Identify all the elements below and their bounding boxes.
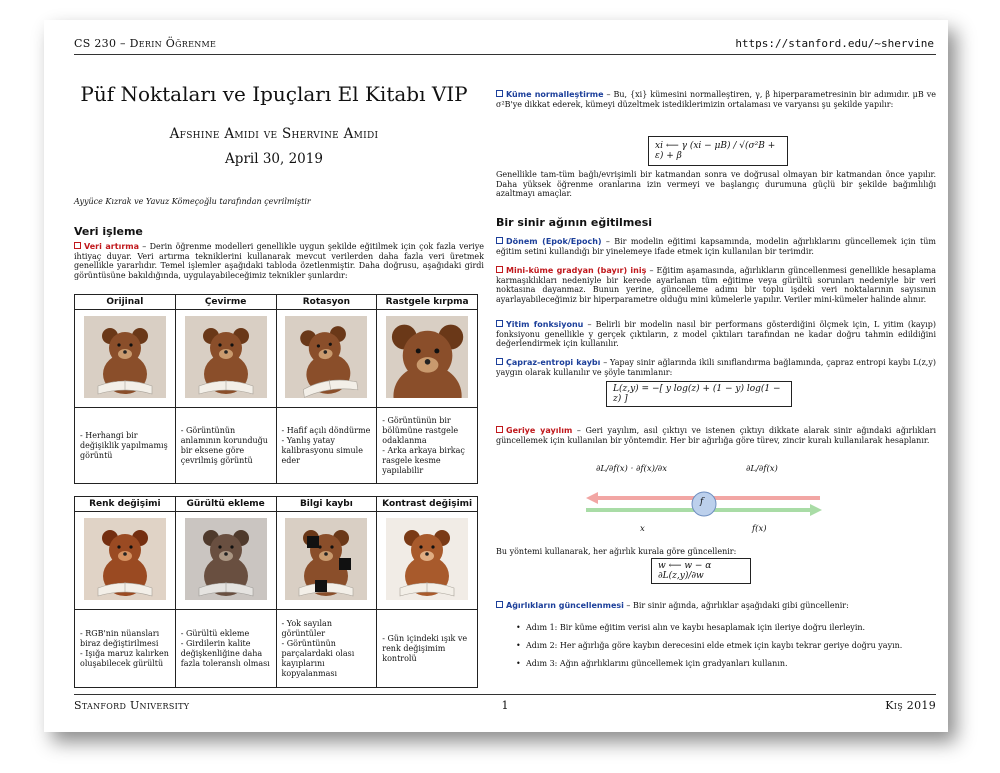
- veri-artirma-term: Veri artırma: [74, 242, 139, 251]
- forward-arrow-head: [810, 504, 822, 516]
- weight-update-paragraph: Ağırlıkların güncellenmesi – Bir sinir ağında, ağırlıklar aşağıdaki gibi güncellenir:: [496, 601, 936, 611]
- step-2: • Adım 2: Her ağırlığa göre kaybın derecesini elde etmek için kaybı tekrar geriye doğru yayın.: [516, 641, 936, 651]
- header-url[interactable]: https://stanford.edu/~shervine: [735, 37, 934, 50]
- desc-rastgele-kirpma: - Görüntünün bir bölümüne rastgele odaklanma - Arka arkaya birkaç rasgele kesme yapılabilir: [377, 408, 478, 484]
- cross-entropy-formula: L(z,y) = −[ y log(z) + (1 − y) log(1 − z) ]: [606, 381, 792, 407]
- backprop-paragraph: Geriye yayılım – Geri yayılım, asıl çıktıyı ve istenen çıktıyı dikkate alarak sinir ağındaki ağırlıkları güncellemek için kullanılan bir yöntemdir. Her bir ağırlığa göre türev, zincir kuralı kullanılarak hesaplanır.: [496, 426, 937, 445]
- bear-image-flipped: [185, 316, 267, 398]
- date: April 30, 2019: [225, 151, 323, 167]
- col-rastgele-kirpma: Rastgele kırpma: [377, 295, 478, 310]
- cross-entropy-term: Çapraz-entropi kaybı: [496, 358, 600, 367]
- footer-term: Kış 2019: [885, 699, 936, 712]
- step-3: • Adım 3: Ağın ağırlıklarını güncellemek için gradyanları kullanın.: [516, 659, 936, 669]
- veri-artirma-paragraph: Veri artırma – Derin öğrenme modelleri genellikle uygun şekilde eğitilmek için çok fazla veriye ihtiyaç duyar. Veri artırma tekniklerini kullanarak mevcut verilerden daha fazla veri üretmek genellikle yararlıdır. Temel işlemler aşağıdaki tabloda özetlenmiştir. Daha doğrusu, aşağıdaki girdi görüntüsüne bakıldığında, uygulayabileceğimiz teknikler şunlardır:: [74, 242, 484, 280]
- kume-normallestirme-term: Küme normalleştirme: [496, 90, 604, 99]
- square-bullet-icon: [496, 266, 503, 273]
- page-number: 1: [501, 699, 509, 712]
- document-page: [44, 20, 948, 732]
- batch-norm-note: Genellikle tam-tüm bağlı/evrişimli bir katmandan sonra ve doğrusal olmayan bir katmandan önce yapılır. Daha yüksek öğrenme oranlarına izin vermeyi ve başlangıç durumuna güçlü bir şekilde bağımlılığı azaltmayı amaçlar.: [496, 170, 936, 199]
- cross-entropy-paragraph: Çapraz-entropi kaybı – Yapay sinir ağlarında ikili sınıflandırma bağlamında, çapraz entropi kaybı L(z,y) yaygın olarak kullanılır ve şöyle tanımlanır:: [496, 358, 936, 377]
- desc-kontrast-degisimi: - Gün içindeki ışık ve renk değişimim kontrolü: [377, 610, 478, 688]
- document-title: Püf Noktaları ve Ipuçları El Kitabı VIP: [80, 82, 468, 106]
- bear-image-noise: [185, 518, 267, 600]
- output-label-fx: f(x): [752, 524, 767, 534]
- backprop-term: Geriye yayılım: [496, 426, 572, 435]
- page-footer: [74, 699, 936, 712]
- function-node-label: f: [700, 497, 704, 507]
- augmentation-table-2: [74, 496, 478, 688]
- col-rotasyon: Rotasyon: [276, 295, 377, 310]
- desc-rotasyon: - Hafif açılı döndürme - Yanlış yatay kalibrasyonu simule eder: [276, 408, 377, 484]
- desc-renk-degisimi: - RGB'nin nüansları biraz değiştirilmesi - Işığa maruz kalırken oluşabilecek gürültü: [75, 610, 176, 688]
- weight-update-steps: [516, 623, 936, 677]
- square-bullet-icon: [496, 426, 503, 433]
- kume-normallestirme-paragraph: Küme normalleştirme – Bu, {xi} kümesini normalleştiren, γ, β hiperparametresinin bir adımıdır. μB ve σ²B'ye dikkat ederek, kümeyi düzeltmek istediklerimizin ortalaması ve varyansı şu şekilde yapılır:: [496, 90, 936, 109]
- translators: Ayyüce Kızrak ve Yavuz Kömeçoğlu tarafından çevrilmiştir: [74, 197, 311, 206]
- desc-cevirme: - Görüntünün anlamının korunduğu bir eksene göre çevrilmiş görüntü: [175, 408, 276, 484]
- section-sinir-agi-egitimi: Bir sinir ağının eğitilmesi: [496, 216, 653, 229]
- loss-function-term: Yitim fonksiyonu: [496, 320, 583, 329]
- bear-image-color-shift: [84, 518, 166, 600]
- chain-rule-right-label: ∂L/∂f(x): [746, 464, 778, 474]
- section-veri-isleme: Veri işleme: [74, 225, 143, 238]
- bear-image-info-loss: [285, 518, 367, 600]
- augmentation-table-1: [74, 294, 478, 484]
- footer-university: Stanford University: [74, 699, 190, 712]
- bear-image-rotated: [285, 316, 367, 398]
- col-orijinal: Orijinal: [75, 295, 176, 310]
- function-node: [692, 492, 716, 516]
- batch-norm-formula: xi ⟵ γ (xi − μB) / √(σ²B + ε) + β: [648, 136, 788, 166]
- backprop-diagram: [584, 464, 824, 536]
- bear-image-cropped: [386, 316, 468, 398]
- loss-function-paragraph: Yitim fonksiyonu – Belirli bir modelin nasıl bir performans gösterdiğini ölçmek için, L yitim (kayıp) fonksiyonu genellikle y gerçek çıktıların, z model çıktıları tarafından ne kadar doğru tahmin edildiğini değerlendirmek için kullanılır.: [496, 320, 936, 349]
- square-bullet-icon: [496, 237, 503, 244]
- bear-image-contrast: [386, 518, 468, 600]
- desc-bilgi-kaybi: - Yok sayılan görüntüler - Görüntünün parçalardaki olası kayıplarını kopyalanması: [276, 610, 377, 688]
- step-1: • Adım 1: Bir küme eğitim verisi alın ve kaybı hesaplamak için ileriye doğru ilerleyin.: [516, 623, 936, 633]
- header-rule: [74, 54, 936, 55]
- mini-batch-term: Mini-küme gradyan (bayır) iniş: [496, 266, 646, 275]
- square-bullet-icon: [496, 601, 503, 608]
- update-rule-formula: w ⟵ w − α ∂L(z,y)/∂w: [651, 558, 751, 584]
- mini-batch-paragraph: Mini-küme gradyan (bayır) iniş – Eğitim aşamasında, ağırlıkların güncellenmesi genellikle hesaplama karmaşıklıkları nedeniyle bir kerede ayarlanan tüm eğitime veya gürültü sorunları nedeniyle bir veri noktasına dayanmaz. Bunun yerine, güncelleme adımı bir toplu işdeki veri noktalarının sayısının ayarlayabileceğimiz bir hiperparametre olduğu mini kümelerle yapılır. Veriler mini-kümeler halinde alınır.: [496, 266, 936, 304]
- square-bullet-icon: [496, 90, 503, 97]
- footer-rule: [74, 694, 936, 695]
- col-bilgi-kaybi: Bilgi kaybı: [276, 497, 377, 512]
- square-bullet-icon: [496, 320, 503, 327]
- square-bullet-icon: [74, 242, 81, 249]
- update-rule-text: Bu yöntemi kullanarak, her ağırlık kurala göre güncellenir:: [496, 547, 737, 556]
- weight-update-term: Ağırlıkların güncellenmesi: [496, 601, 624, 610]
- square-bullet-icon: [496, 358, 503, 365]
- col-kontrast-degisimi: Kontrast değişimi: [377, 497, 478, 512]
- col-gurultu-ekleme: Gürültü ekleme: [175, 497, 276, 512]
- col-cevirme: Çevirme: [175, 295, 276, 310]
- input-label-x: x: [640, 524, 645, 534]
- chain-rule-left-label: ∂L/∂f(x) · ∂f(x)/∂x: [596, 464, 667, 474]
- epoch-term: Dönem (Epok/Epoch): [496, 237, 602, 246]
- backward-arrow-head: [586, 492, 598, 504]
- page-header: [74, 37, 934, 50]
- backprop-arrows: [584, 484, 824, 530]
- desc-gurultu-ekleme: - Gürültü ekleme - Girdilerin kalite değişkenliğine daha fazla toleranslı olması: [175, 610, 276, 688]
- course-title: CS 230 – Derin Öğrenme: [74, 37, 217, 50]
- bear-image-original: [84, 316, 166, 398]
- desc-orijinal: - Herhangi bir değişiklik yapılmamış görüntü: [75, 408, 176, 484]
- col-renk-degisimi: Renk değişimi: [75, 497, 176, 512]
- authors: Afshine Amidi ve Shervine Amidi: [169, 126, 379, 142]
- epoch-paragraph: Dönem (Epok/Epoch) – Bir modelin eğitimi kapsamında, modelin ağırlıklarını güncellemek için tüm eğitim setini kullandığı bir yinelemeye ifade etmek için kullanılan bir terimdir.: [496, 237, 936, 256]
